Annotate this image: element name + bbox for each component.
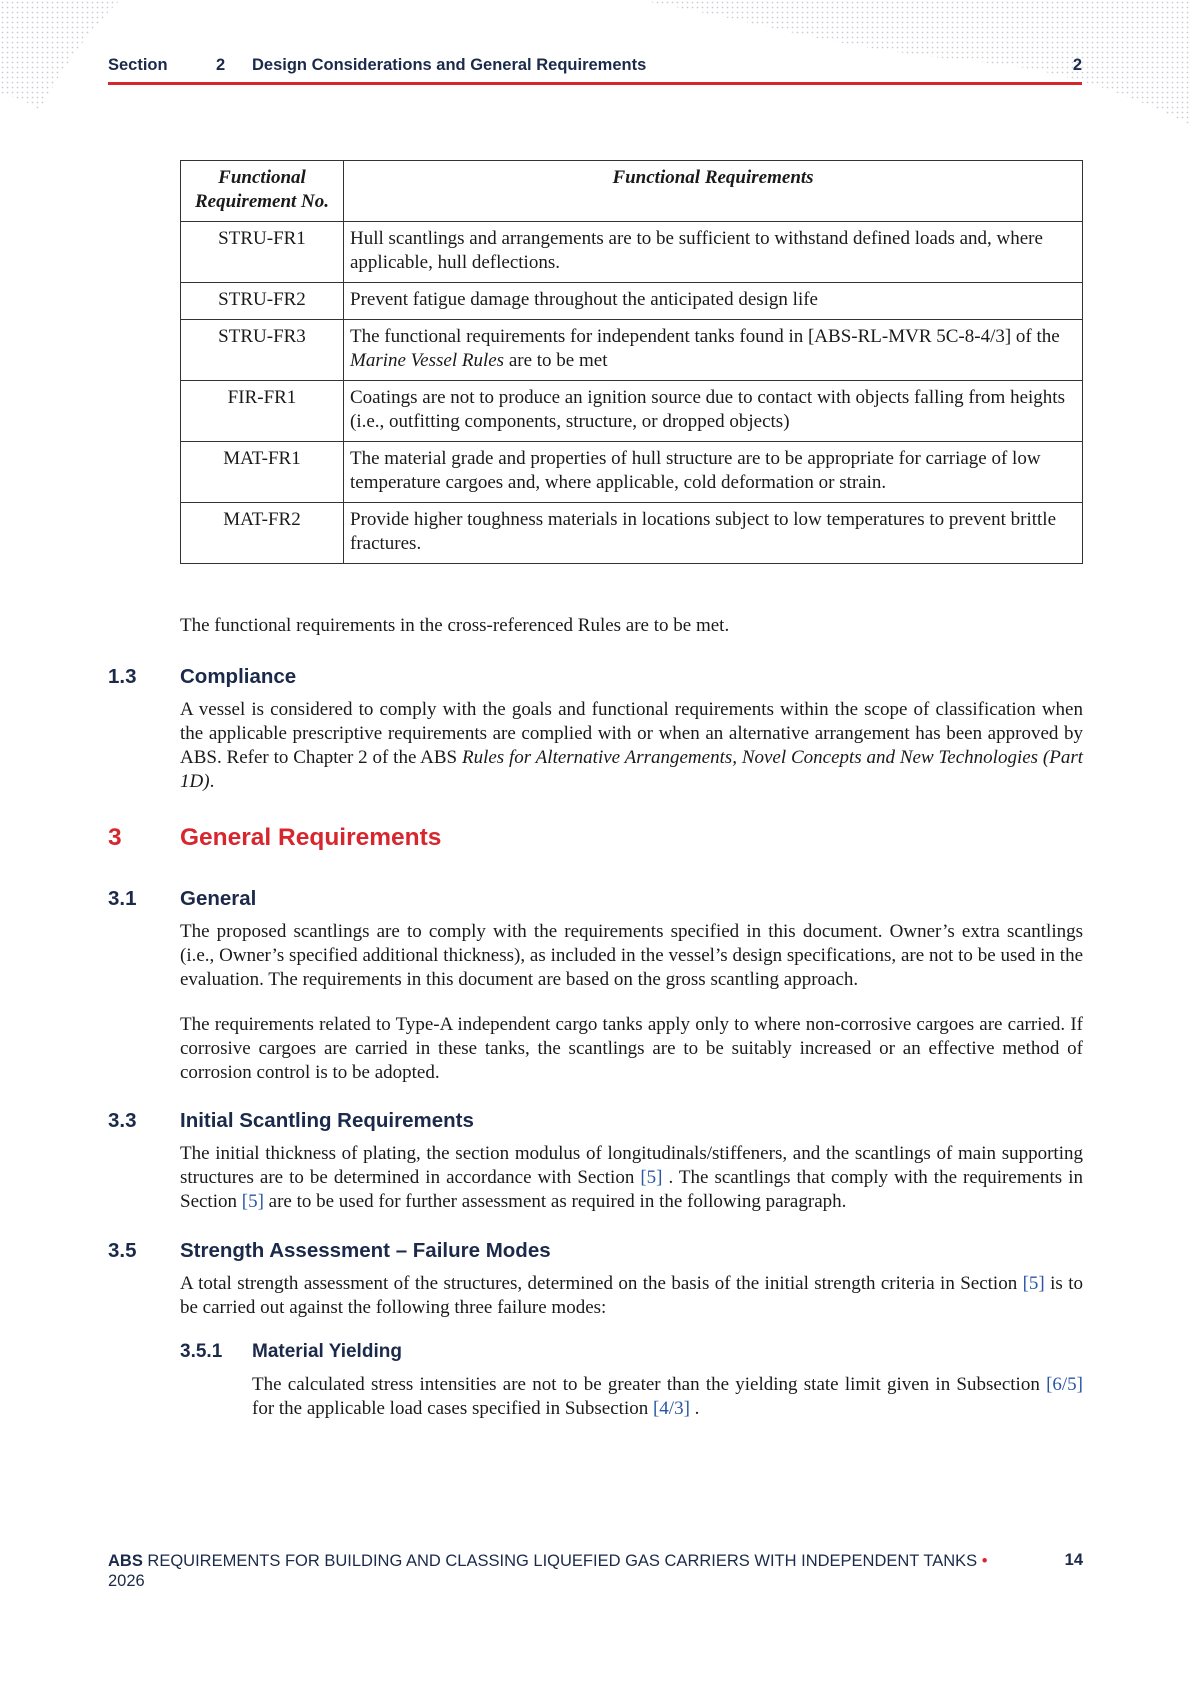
fr-text-part: The functional requirements for independent tanks found in [ABS-RL-MVR 5C-8-4/3] of the xyxy=(350,326,1060,347)
para-part: for the applicable load cases specified in Subsection xyxy=(252,1398,653,1419)
fr-text-part: are to be met xyxy=(504,350,608,371)
heading-title: Initial Scantling Requirements xyxy=(180,1109,474,1132)
xref-link[interactable]: [5] xyxy=(640,1167,663,1188)
heading-title: Compliance xyxy=(180,665,297,688)
heading-title: General Requirements xyxy=(180,824,442,851)
fr-number: STRU-FR3 xyxy=(181,320,344,381)
xref-link[interactable]: [5] xyxy=(241,1191,264,1212)
heading-number: 1.3 xyxy=(108,665,137,688)
rules-title-italic: Rules for Alternative Arrangements, Novel Concepts and New Technologies (Part 1D) xyxy=(180,747,1083,792)
heading-title: General xyxy=(180,887,257,910)
para-part: A vessel is considered to comply with the goals and functional requirements within the scope of classification when the applicable prescriptive requirements are complied with or when an alternative arrangement has been approved by ABS. Refer to Chapter 2 of the ABS xyxy=(180,699,1083,768)
footer-year: 2026 xyxy=(108,1572,145,1590)
fr-number: FIR-FR1 xyxy=(181,381,344,442)
heading-number: 3.3 xyxy=(108,1109,137,1132)
para-part: are to be used for further assessment as required in the following paragraph. xyxy=(263,1191,847,1212)
header-section-number: 2 xyxy=(216,56,226,74)
header-rule xyxy=(108,82,1082,85)
table-header-row xyxy=(181,161,1083,222)
table-row xyxy=(181,503,1083,564)
table-row xyxy=(181,283,1083,320)
fr-text: Hull scantlings and arrangements are to be sufficient to withstand defined loads and, where applicable, hull deflections. xyxy=(344,222,1083,283)
para-part: A total strength assessment of the structures, determined on the basis of the initial strength criteria in Section xyxy=(180,1273,1023,1294)
header-section-label: Section xyxy=(108,56,168,74)
para-part: The calculated stress intensities are not to be greater than the yielding state limit given in Subsection xyxy=(252,1374,1047,1395)
xref-link[interactable]: [6/5] xyxy=(1046,1374,1083,1395)
heading-number: 3.1 xyxy=(108,887,137,910)
functional-requirements-table xyxy=(180,160,1083,564)
footer-separator: • xyxy=(977,1552,988,1570)
strength-assessment-paragraph xyxy=(180,1272,1083,1320)
para-part: . xyxy=(209,771,215,792)
col-header-fr-no: Functional Requirement No. xyxy=(181,161,344,222)
para-part: . xyxy=(689,1398,700,1419)
footer-brand: ABS xyxy=(108,1552,143,1570)
compliance-paragraph xyxy=(180,698,1083,794)
heading-title: Strength Assessment – Failure Modes xyxy=(180,1239,551,1262)
fr-number: STRU-FR1 xyxy=(181,222,344,283)
page-footer xyxy=(108,1551,1008,1591)
fr-number: MAT-FR2 xyxy=(181,503,344,564)
fr-number: STRU-FR2 xyxy=(181,283,344,320)
para-part: The initial thickness of plating, the section modulus of longitudinals/stiffeners, and the scantlings of main supporting structures are to be determined in accordance with Section xyxy=(180,1143,1083,1188)
col-header-fr: Functional Requirements xyxy=(344,161,1083,222)
page-header xyxy=(108,56,1082,80)
header-chapter-number: 2 xyxy=(1072,56,1082,74)
heading-number: 3 xyxy=(108,824,122,851)
initial-scantling-paragraph xyxy=(180,1142,1083,1214)
heading-number: 3.5.1 xyxy=(180,1341,223,1362)
general-paragraph-2: The requirements related to Type-A independent cargo tanks apply only to where non-corrosive cargoes are carried. If corrosive cargoes are carried in these tanks, the scantlings are to be suitably increased or an effective method of corrosion control is to be adopted. xyxy=(180,1014,1083,1083)
page-number: 14 xyxy=(1064,1551,1083,1569)
fr-text: Prevent fatigue damage throughout the anticipated design life xyxy=(344,283,1083,320)
after-table-paragraph: The functional requirements in the cross-referenced Rules are to be met. xyxy=(180,615,730,636)
fr-text xyxy=(344,320,1083,381)
fr-text: Provide higher toughness materials in locations subject to low temperatures to prevent brittle fractures. xyxy=(344,503,1083,564)
table-row xyxy=(181,442,1083,503)
xref-link[interactable]: [4/3] xyxy=(652,1398,690,1419)
footer-title: REQUIREMENTS FOR BUILDING AND CLASSING LIQUEFIED GAS CARRIERS WITH INDEPENDENT TANKS xyxy=(142,1552,978,1570)
para-part: is to be carried out against the following three failure modes: xyxy=(180,1273,1084,1318)
para-part: . The scantlings that comply with the requirements in Section xyxy=(180,1167,1083,1212)
fr-text-italic: Marine Vessel Rules xyxy=(350,350,505,371)
fr-number: MAT-FR1 xyxy=(181,442,344,503)
header-section-title: Design Considerations and General Requirements xyxy=(252,56,647,74)
heading-title: Material Yielding xyxy=(252,1341,402,1362)
general-paragraph-1: The proposed scantlings are to comply with the requirements specified in this document. Owner’s extra scantlings (i.e., Owner’s specified additional thickness), as included in the vessel’s design specifications, are not to be used in the evaluation. The requirements in this document are based on the gross scantling approach. xyxy=(180,921,1083,990)
table-row xyxy=(181,222,1083,283)
material-yielding-paragraph xyxy=(252,1373,1083,1421)
xref-link[interactable]: [5] xyxy=(1022,1273,1045,1294)
table-row xyxy=(181,320,1083,381)
fr-text: Coatings are not to produce an ignition source due to contact with objects falling from heights (i.e., outfitting components, structure, or dropped objects) xyxy=(344,381,1083,442)
table-row xyxy=(181,381,1083,442)
heading-number: 3.5 xyxy=(108,1239,137,1262)
fr-text: The material grade and properties of hull structure are to be appropriate for carriage of low temperature cargoes and, where applicable, cold deformation or strain. xyxy=(344,442,1083,503)
